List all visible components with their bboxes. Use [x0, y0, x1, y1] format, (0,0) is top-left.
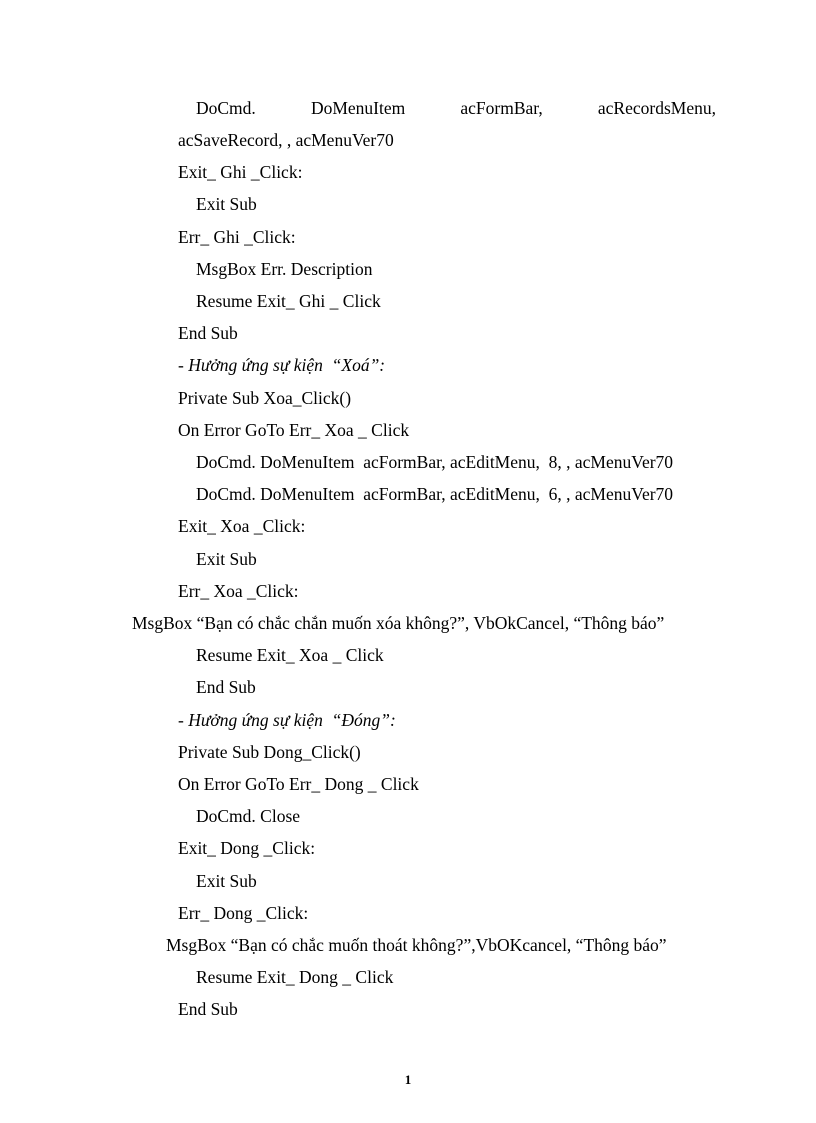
- code-line-4: Exit Sub: [196, 194, 257, 214]
- code-line-15: Exit Sub: [196, 549, 257, 569]
- code-line-29: End Sub: [178, 999, 238, 1019]
- code-line-6: MsgBox Err. Description: [196, 259, 373, 279]
- code-line-27: MsgBox “Bạn có chắc muốn thoát không?”,VbOKcancel, “Thông báo”: [166, 935, 667, 955]
- code-line-13: DoCmd. DoMenuItem acFormBar, acEditMenu, 6, , acMenuVer70: [196, 484, 674, 504]
- code-token: DoMenuItem: [310, 98, 406, 118]
- code-line-2: acSaveRecord, , acMenuVer70: [178, 130, 394, 150]
- code-line-18: Resume Exit_ Xoa _ Click: [196, 645, 384, 665]
- code-line-21: Private Sub Dong_Click(): [178, 742, 361, 762]
- code-token: DoCmd.: [196, 98, 256, 118]
- code-line-3: Exit_ Ghi _Click:: [178, 162, 303, 182]
- code-line-5: Err_ Ghi _Click:: [178, 227, 296, 247]
- code-line-7: Resume Exit_ Ghi _ Click: [196, 291, 381, 311]
- code-line-14: Exit_ Xoa _Click:: [178, 516, 306, 536]
- code-line-10: Private Sub Xoa_Click(): [178, 388, 352, 408]
- code-line-28: Resume Exit_ Dong _ Click: [196, 967, 394, 987]
- section-heading-close: - Hưởng ứng sự kiện “Đóng”:: [178, 710, 396, 730]
- code-token: acRecordsMenu,: [597, 98, 716, 118]
- code-token: acFormBar,: [460, 98, 543, 118]
- code-line-22: On Error GoTo Err_ Dong _ Click: [178, 774, 419, 794]
- code-line-12: DoCmd. DoMenuItem acFormBar, acEditMenu, 8, , acMenuVer70: [196, 452, 674, 472]
- code-line-16: Err_ Xoa _Click:: [178, 581, 299, 601]
- code-line-11: On Error GoTo Err_ Xoa _ Click: [178, 420, 410, 440]
- code-line-8: End Sub: [178, 323, 238, 343]
- code-line-19: End Sub: [196, 677, 256, 697]
- code-line-24: Exit_ Dong _Click:: [178, 838, 316, 858]
- code-line-26: Err_ Dong _Click:: [178, 903, 309, 923]
- code-line-1: [196, 98, 716, 118]
- section-heading-delete: - Hưởng ứng sự kiện “Xoá”:: [178, 355, 386, 375]
- page-number: 1: [404, 1072, 412, 1087]
- code-line-23: DoCmd. Close: [196, 806, 301, 826]
- code-line-17: MsgBox “Bạn có chắc chắn muốn xóa không?”, VbOkCancel, “Thông báo”: [132, 613, 665, 633]
- code-line-25: Exit Sub: [196, 871, 257, 891]
